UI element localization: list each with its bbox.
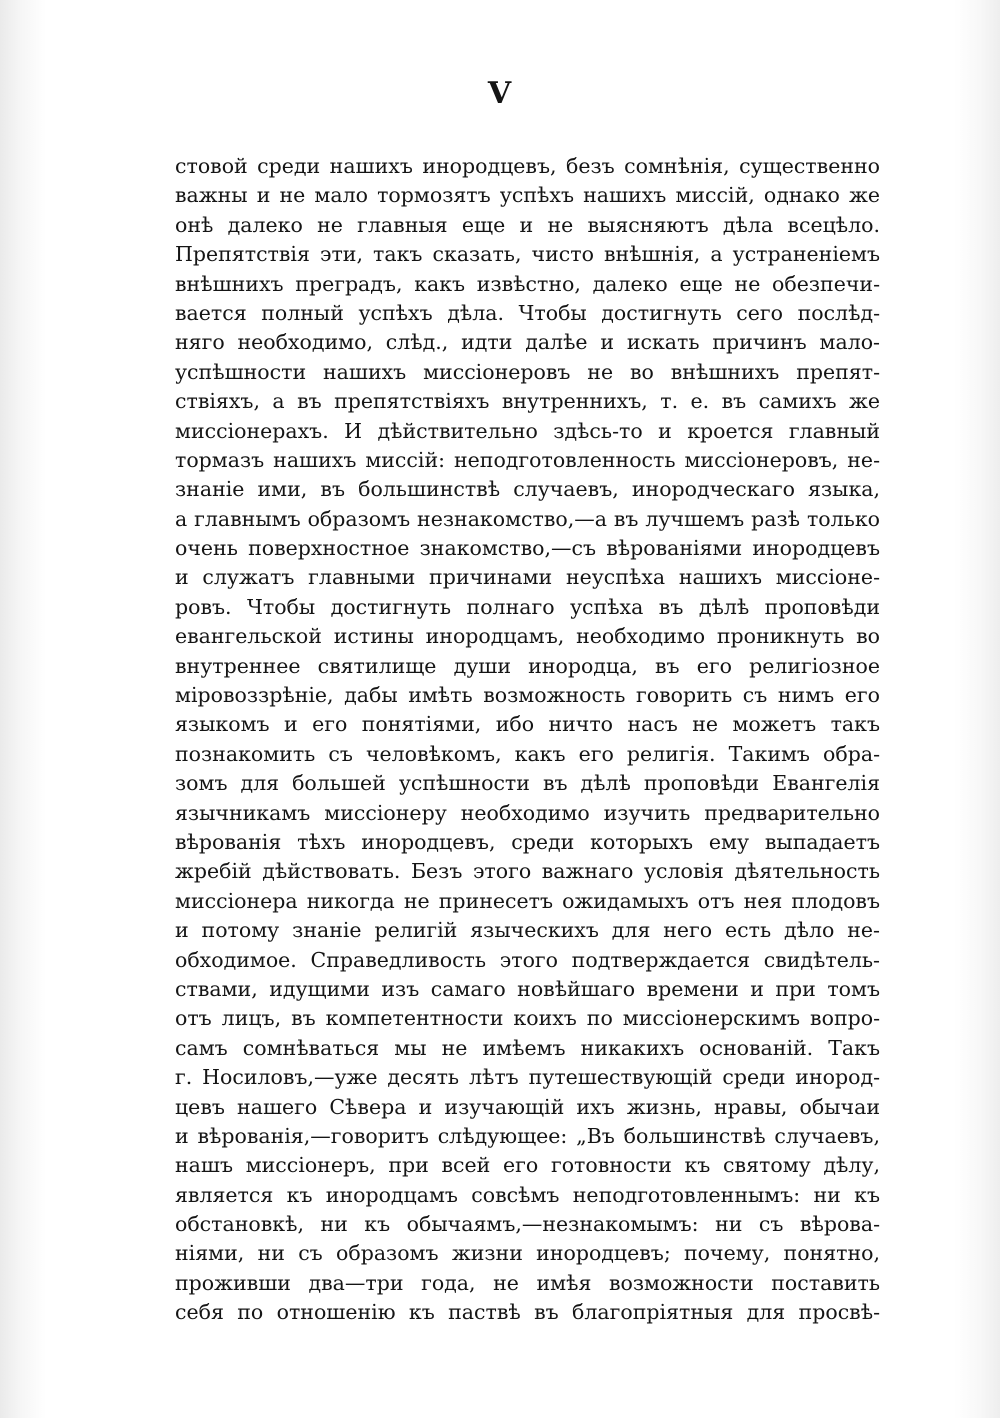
page-body-text (175, 152, 880, 1328)
text-line: является къ инородцамъ совсѣмъ неподготовленнымъ: ни къ (175, 1182, 880, 1207)
text-line: себя по отношенію къ паствѣ въ благопріятныя для просвѣ- (175, 1300, 880, 1325)
text-line: ровъ. Чтобы достигнуть полнаго успѣха въ дѣлѣ проповѣди (175, 594, 880, 619)
text-line: г. Носиловъ,—уже десять лѣтъ путешествующій среди инород- (175, 1065, 880, 1090)
text-line: миссіонерахъ. И дѣйствительно здѣсь-то и кроется главный (175, 418, 880, 443)
text-line: Препятствія эти, такъ сказать, чисто внѣшнія, а устраненіемъ (175, 242, 880, 267)
text-line: ствіяхъ, а въ препятствіяхъ внутреннихъ, т. е. въ самихъ же (175, 389, 880, 414)
text-line: знаніе ими, въ большинствѣ случаевъ, инородческаго языка, (175, 477, 880, 502)
text-line: вѣрованія тѣхъ инородцевъ, среди которыхъ ему выпадаетъ (175, 829, 880, 854)
text-line: няго необходимо, слѣд., идти далѣе и искать причинъ мало- (175, 330, 880, 355)
text-line: обходимое. Справедливость этого подтверждается свидѣтель- (175, 947, 880, 972)
text-line: стовой среди нашихъ инородцевъ, безъ сомнѣнія, существенно (175, 154, 880, 178)
text-line: важны и не мало тормозятъ успѣхъ нашихъ миссій, однако же (175, 183, 880, 208)
text-line: внутреннее святилище души инородца, въ его религіозное (175, 653, 880, 678)
text-line: вается полный успѣхъ дѣла. Чтобы достигнуть сего послѣд- (175, 300, 880, 325)
text-line: нашъ миссіонеръ, при всей его готовности къ святому дѣлу, (175, 1153, 880, 1178)
text-line: цевъ нашего Сѣвера и изучающій ихъ жизнь, нравы, обычаи (175, 1094, 880, 1119)
text-line: самъ сомнѣваться мы не имѣемъ никакихъ основаній. Такъ (175, 1035, 880, 1060)
text-line: миссіонера никогда не принесетъ ожидамыхъ отъ нея плодовъ (175, 888, 880, 913)
text-line: евангельской истины инородцамъ, необходимо проникнуть во (175, 624, 880, 649)
text-line: очень поверхностное знакомство,—съ вѣрованіями инородцевъ (175, 536, 880, 561)
text-line: жребій дѣйствовать. Безъ этого важнаго условія дѣятельность (175, 859, 880, 884)
text-line: познакомить съ человѣкомъ, какъ его религія. Такимъ обра- (175, 741, 880, 766)
text-line: обстановкѣ, ни къ обычаямъ,—незнакомымъ: ни съ вѣрова- (175, 1212, 880, 1237)
text-line: проживши два—три года, не имѣя возможности поставить (175, 1270, 880, 1295)
text-line: языкомъ и его понятіями, ибо ничто насъ не можетъ такъ (175, 712, 880, 737)
text-line: а главнымъ образомъ незнакомство,—а въ лучшемъ разѣ только (175, 506, 880, 531)
text-line: отъ лицъ, въ компетентности коихъ по миссіонерскимъ вопро- (175, 1006, 880, 1031)
text-line: успѣшности нашихъ миссіонеровъ не во внѣшнихъ препят- (175, 359, 880, 384)
text-line: тормазъ нашихъ миссій: неподготовленность миссіонеровъ, не- (175, 447, 880, 472)
text-line: язычникамъ миссіонеру необходимо изучить предварительно (175, 800, 880, 825)
text-line: и вѣрованія,—говоритъ слѣдующее: „Въ большинствѣ случаевъ, (175, 1123, 880, 1148)
text-line: зомъ для большей успѣшности въ дѣлѣ проповѣди Евангелія (175, 771, 880, 796)
text-line: онѣ далеко не главныя еще и не выясняютъ дѣла всецѣло. (175, 212, 880, 237)
page-number: V (487, 76, 513, 111)
text-line: ствами, идущими изъ самаго новѣйшаго времени и при томъ (175, 976, 880, 1001)
text-line: ніями, ни съ образомъ жизни инородцевъ; почему, понятно, (175, 1241, 880, 1266)
text-line: внѣшнихъ преградъ, какъ извѣстно, далеко еще не обезпечи- (175, 271, 880, 296)
text-line: міровоззрѣніе, дабы имѣть возможность говорить съ нимъ его (175, 683, 880, 708)
text-line: и потому знаніе религій языческихъ для него есть дѣло не- (175, 918, 880, 943)
text-line: и служатъ главными причинами неуспѣха нашихъ миссіоне- (175, 565, 880, 590)
scan-shadow-left (0, 0, 46, 1418)
scan-shadow-right (954, 0, 1000, 1418)
